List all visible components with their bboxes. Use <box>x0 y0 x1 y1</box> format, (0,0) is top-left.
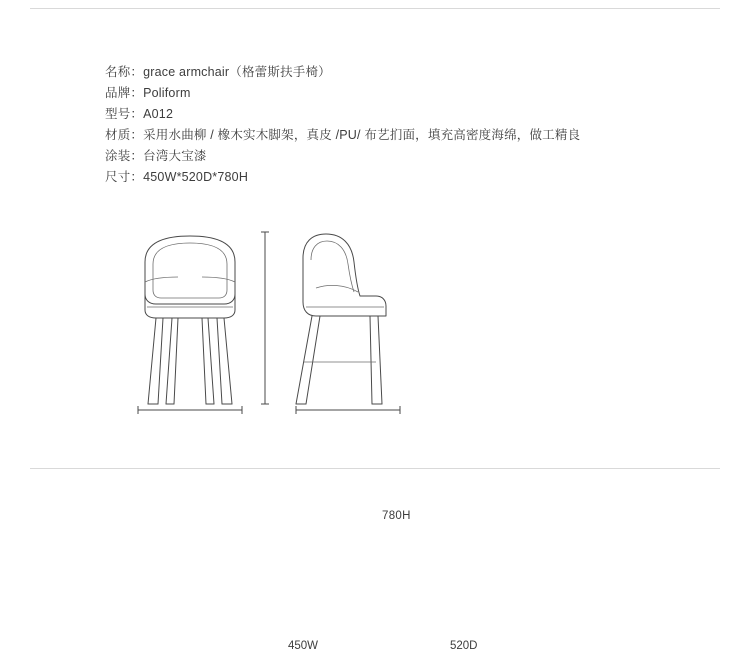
height-dimension <box>261 232 269 404</box>
spec-row <box>105 62 705 83</box>
spec-label: 名称： <box>105 65 144 79</box>
spec-label: 尺寸： <box>105 170 144 184</box>
height-dimension-label: 780H <box>382 510 411 522</box>
depth-dimension <box>296 406 400 414</box>
spec-label: 品牌： <box>105 86 144 100</box>
top-divider <box>30 8 720 9</box>
spec-row <box>105 104 705 125</box>
spec-label: 型号： <box>105 107 144 121</box>
spec-row <box>105 125 705 146</box>
spec-row <box>105 146 705 167</box>
bottom-divider <box>30 468 720 469</box>
spec-row <box>105 167 705 188</box>
product-spec-list <box>105 62 705 188</box>
spec-value: Poliform <box>143 86 191 100</box>
spec-value: 450W*520D*780H <box>143 170 249 184</box>
depth-dimension-label: 520D <box>450 640 478 652</box>
chair-front-view-icon <box>145 236 235 404</box>
chair-side-view-icon <box>296 234 386 404</box>
spec-row <box>105 83 705 104</box>
width-dimension-label: 450W <box>288 640 319 652</box>
spec-value: 采用水曲柳 / 橡木实木脚架，真皮 /PU/ 布艺扪面，填充高密度海绵，做工精良 <box>143 128 581 142</box>
spec-value: grace armchair（格蕾斯扶手椅） <box>143 65 331 79</box>
dimension-drawing <box>120 228 600 652</box>
spec-label: 涂装： <box>105 149 144 163</box>
spec-label: 材质： <box>105 128 144 142</box>
width-dimension <box>138 406 242 414</box>
spec-value: 台湾大宝漆 <box>143 149 207 163</box>
spec-value: A012 <box>143 107 174 121</box>
